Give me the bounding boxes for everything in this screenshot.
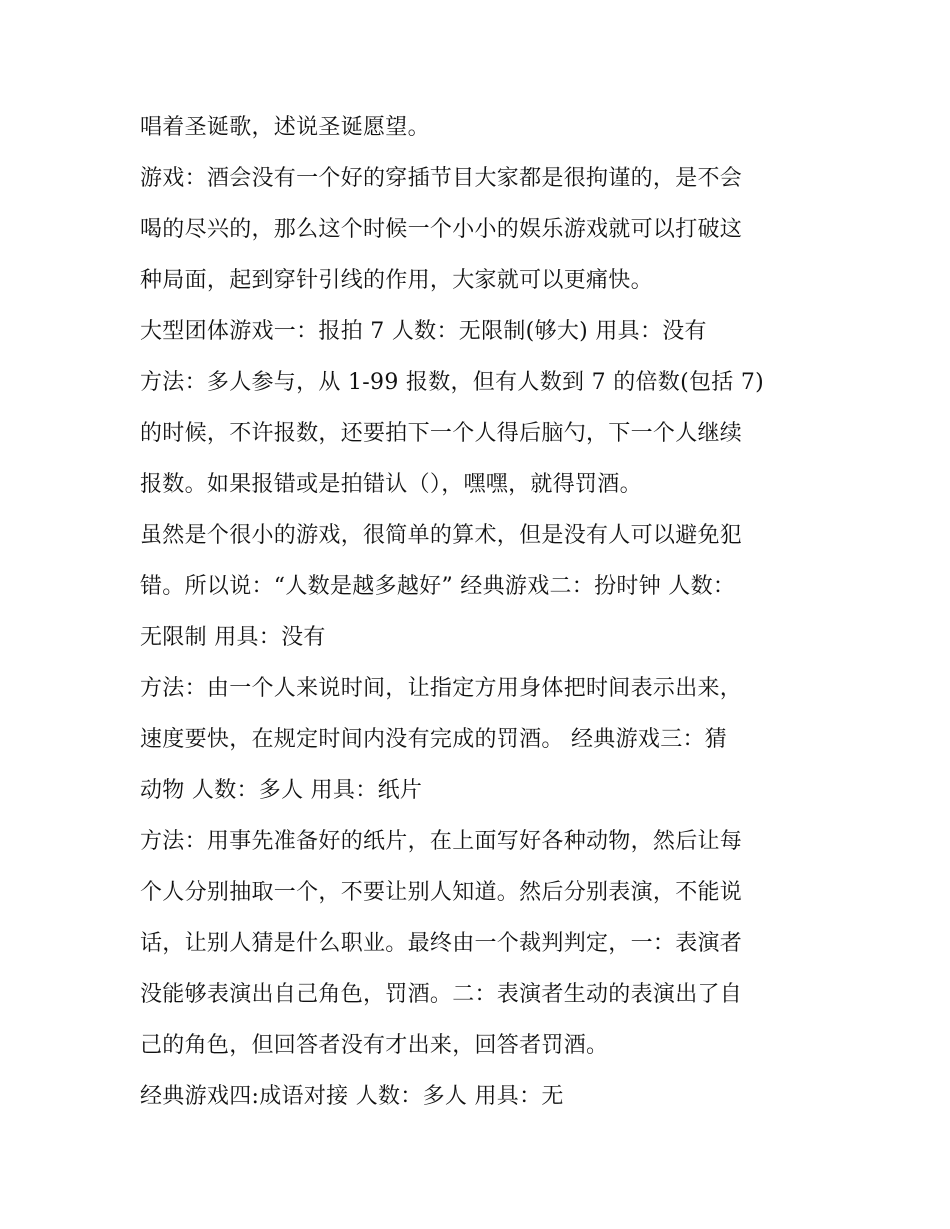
text-line: 速度要快，在规定时间内没有完成的罚酒。 经典游戏三：猜 [140,727,728,752]
text-line: 没能够表演出自己角色，罚酒。二：表演者生动的表演出了自 [140,982,743,1007]
text-line: 报数。如果报错或是拍错认（），嘿嘿，就得罚酒。 [140,472,642,497]
text-line: 方法：多人参与，从 1-99 报数，但有人数到 7 的倍数(包括 7) [140,370,765,395]
text-line: 己的角色，但回答者没有才出来，回答者罚酒。 [140,1033,609,1058]
text-line: 经典游戏四:成语对接 人数：多人 用具：无 [140,1084,564,1109]
text-line: 动物 人数：多人 用具：纸片 [140,778,423,803]
text-line: 个人分别抽取一个，不要让别人知道。然后分别表演，不能说 [140,880,743,905]
text-line: 大型团体游戏一：报拍 7 人数：无限制(够大) 用具：没有 [140,319,707,344]
text-line: 方法：用事先准备好的纸片，在上面写好各种动物，然后让每 [140,829,743,854]
text-line: 唱着圣诞歌，述说圣诞愿望。 [140,115,430,140]
text-line: 话，让别人猜是什么职业。最终由一个裁判判定，一：表演者 [140,931,743,956]
text-line: 错。所以说：“人数是越多越好” 经典游戏二：扮时钟 人数： [140,574,736,599]
text-line: 种局面，起到穿针引线的作用，大家就可以更痛快。 [140,268,653,293]
text-line: 的时候，不许报数，还要拍下一个人得后脑勺，下一个人继续 [140,421,743,446]
text-line: 方法：由一个人来说时间，让指定方用身体把时间表示出来， [140,676,743,701]
text-line: 游戏：酒会没有一个好的穿插节目大家都是很拘谨的，是不会 [140,166,743,191]
text-line: 虽然是个很小的游戏，很简单的算术，但是没有人可以避免犯 [140,523,743,548]
text-line: 喝的尽兴的，那么这个时候一个小小的娱乐游戏就可以打破这 [140,217,743,242]
text-line: 无限制 用具：没有 [140,625,326,650]
